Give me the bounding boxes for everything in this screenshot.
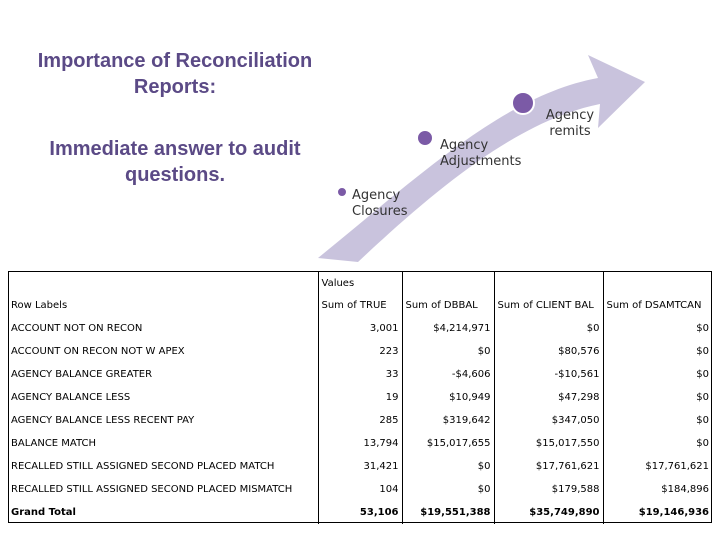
cell-value: $0 [603,409,712,432]
grand-total-value: 53,106 [318,501,402,524]
cell-value: 33 [318,363,402,386]
cell-value: 3,001 [318,317,402,340]
grand-total-value: $19,551,388 [402,501,494,524]
values-label: Values [318,272,402,295]
row-label: RECALLED STILL ASSIGNED SECOND PLACED MATCH [11,461,275,472]
grand-total-label: Grand Total [11,507,76,518]
table-row [8,432,712,455]
column-header: Sum of TRUE [318,294,402,317]
step-label-closures: Agency Closures [352,188,408,219]
table-row [8,409,712,432]
cell-value: $80,576 [494,340,603,363]
step-dot-closures [337,187,347,197]
cell-value: $17,761,621 [603,455,712,478]
column-header: Sum of CLIENT BAL [494,294,603,317]
cell-value: $319,642 [402,409,494,432]
column-header: Sum of DBBAL [402,294,494,317]
cell-value: $15,017,550 [494,432,603,455]
cell-value: $0 [402,455,494,478]
table-row [8,455,712,478]
step-dot-remits [512,92,534,114]
cell-value: $15,017,655 [402,432,494,455]
row-label: ACCOUNT NOT ON RECON [11,323,143,334]
cell-value: $17,761,621 [494,455,603,478]
pivot-corner [8,272,318,295]
cell-value: 19 [318,386,402,409]
cell-value: $0 [603,317,712,340]
step-dot-adjustments [417,130,433,146]
row-label: RECALLED STILL ASSIGNED SECOND PLACED MISMATCH [11,484,293,495]
grand-total-row [8,501,712,524]
slide-subtitle: Immediate answer to audit questions. [49,138,301,186]
row-label: BALANCE MATCH [11,438,97,449]
cell-value: $347,050 [494,409,603,432]
cell-value: 285 [318,409,402,432]
table-row [8,478,712,501]
cell-value: $0 [402,340,494,363]
grand-total-value: $35,749,890 [494,501,603,524]
cell-value: $0 [603,386,712,409]
step-label-adjustments: Agency Adjustments [440,138,522,169]
slide-title: Importance of Reconciliation Reports: [37,50,313,98]
row-label: AGENCY BALANCE LESS RECENT PAY [11,415,195,426]
cell-value: -$4,606 [402,363,494,386]
row-labels-header: Row Labels [11,300,68,311]
cell-value: $47,298 [494,386,603,409]
cell-value: $0 [402,478,494,501]
column-header: Sum of DSAMTCAN [603,294,712,317]
cell-value: $179,588 [494,478,603,501]
cell-value: $10,949 [402,386,494,409]
table-row [8,363,712,386]
cell-value: $0 [494,317,603,340]
cell-value: $0 [603,340,712,363]
cell-value: -$10,561 [494,363,603,386]
row-label: ACCOUNT ON RECON NOT W APEX [11,346,185,357]
cell-value: $0 [603,432,712,455]
cell-value: $4,214,971 [402,317,494,340]
step-label-remits: Agency remits [545,108,595,139]
cell-value: 31,421 [318,455,402,478]
cell-value: $184,896 [603,478,712,501]
table-row [8,340,712,363]
table-row [8,317,712,340]
row-label: AGENCY BALANCE GREATER [11,369,153,380]
row-label: AGENCY BALANCE LESS [11,392,131,403]
cell-value: $0 [603,363,712,386]
cell-value: 104 [318,478,402,501]
cell-value: 13,794 [318,432,402,455]
cell-value: 223 [318,340,402,363]
grand-total-value: $19,146,936 [603,501,712,524]
pivot-table [8,271,712,524]
table-row [8,386,712,409]
